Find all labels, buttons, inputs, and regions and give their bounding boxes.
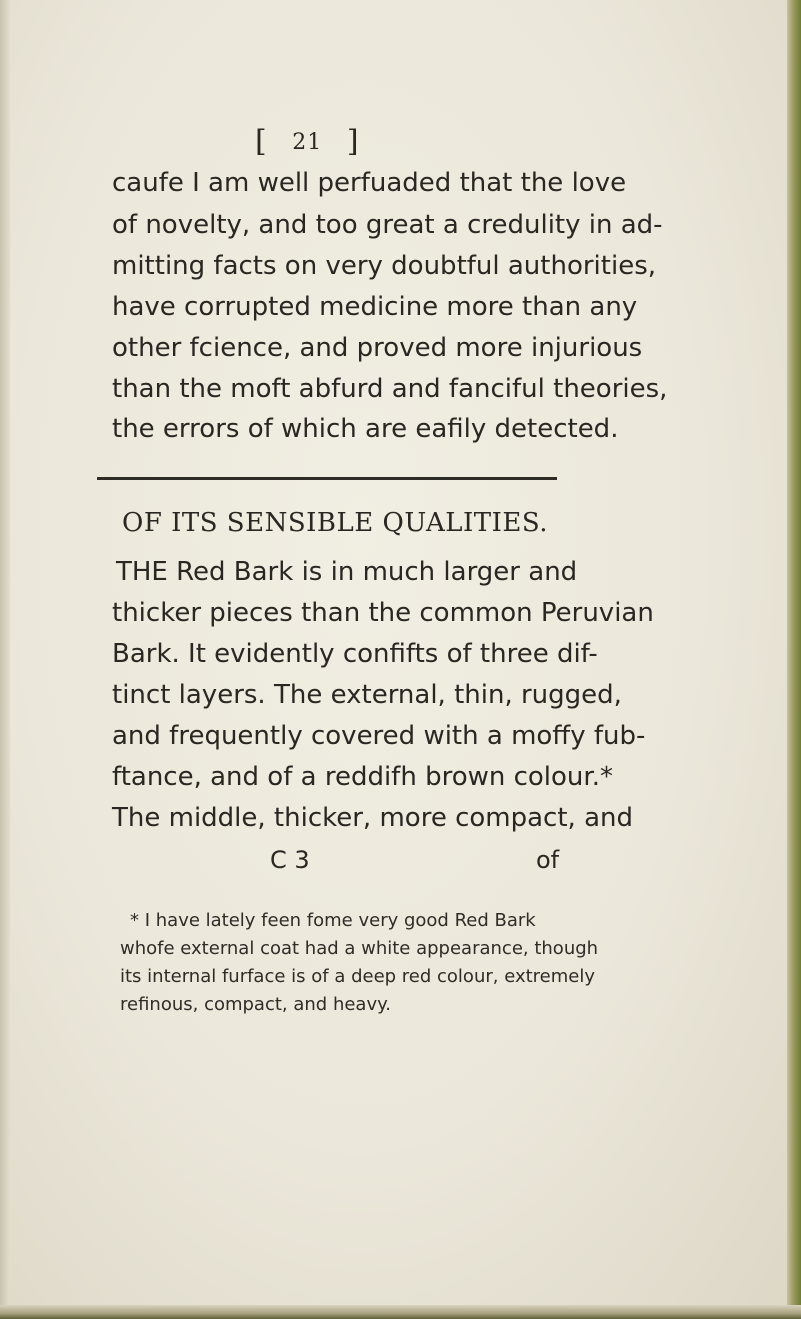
page-number-open-bracket: [ <box>255 124 268 159</box>
footnote-line: refinous, compact, and heavy. <box>120 994 391 1015</box>
catchword: of <box>536 846 560 874</box>
section-line: thicker pieces than the common Peruvian <box>112 598 654 628</box>
page-number-close-bracket: ] <box>346 124 360 159</box>
intro-line: of novelty, and too great a credulity in ad- <box>112 210 663 240</box>
page-number <box>255 124 360 159</box>
intro-line: than the moft abfurd and fanciful theories, <box>112 374 668 404</box>
intro-line: have corrupted medicine more than any <box>112 292 638 322</box>
intro-line: the errors of which are eafily detected. <box>112 414 619 444</box>
intro-line: caufe I am well perfuaded that the love <box>112 168 627 198</box>
section-line: tinct layers. The external, thin, rugged, <box>112 680 622 710</box>
page-number-value: 21 <box>292 130 323 155</box>
section-divider <box>97 477 557 480</box>
section-line: The middle, thicker, more compact, and <box>112 803 633 833</box>
page-bottom-edge <box>0 1305 801 1319</box>
intro-line: other fcience, and proved more injurious <box>112 333 643 363</box>
footnote-line: whofe external coat had a white appearance, though <box>120 938 599 959</box>
signature-mark: C 3 <box>270 846 310 874</box>
footnote-line: * I have lately feen fome very good Red Bark <box>130 910 536 931</box>
footnote-line: its internal furface is of a deep red colour, extremely <box>120 966 596 987</box>
binding-edge <box>787 0 801 1319</box>
section-line: ftance, and of a reddifh brown colour.* <box>112 762 613 792</box>
section-line: Bark. It evidently confifts of three dif- <box>112 639 598 669</box>
section-line: and frequently covered with a moffy fub- <box>112 721 646 751</box>
section-heading: OF ITS SENSIBLE QUALITIES. <box>122 508 549 538</box>
page-left-edge <box>0 0 10 1319</box>
section-line: THE Red Bark is in much larger and <box>116 557 578 587</box>
intro-line: mitting facts on very doubtful authorities, <box>112 251 657 281</box>
